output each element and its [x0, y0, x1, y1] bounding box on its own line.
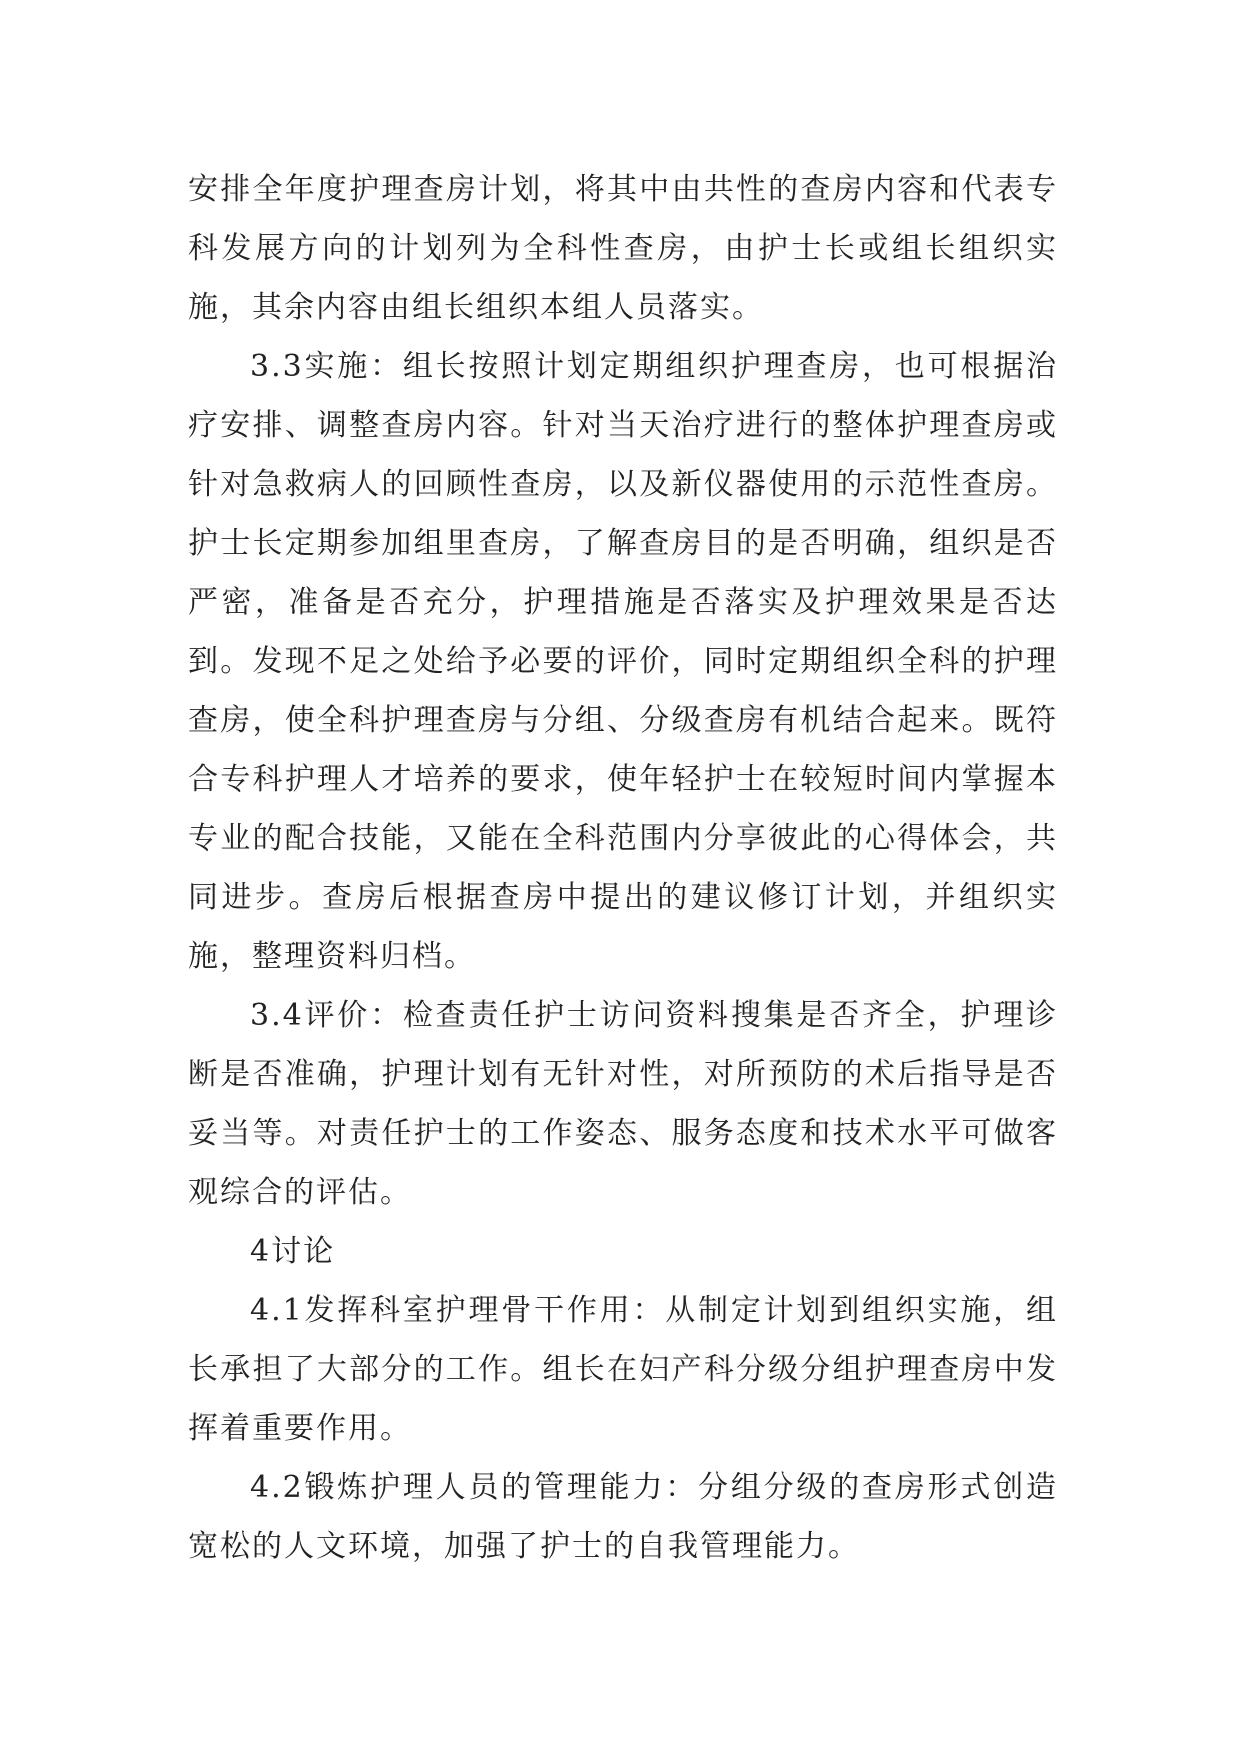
paragraph-4-2: 4.2锻炼护理人员的管理能力：分组分级的查房形式创造宽松的人文环境，加强了护士的自我管理能力。: [188, 1470, 1058, 1564]
paragraph-4-1: 4.1发挥科室护理骨干作用：从制定计划到组织实施，组长承担了大部分的工作。组长在妇产科分级分组护理查房中发挥着重要作用。: [188, 1293, 1058, 1446]
body-text: [188, 160, 1058, 1576]
paragraph-3-4-evaluation: 3.4评价：检查责任护士访问资料搜集是否齐全，护理诊断是否准确，护理计划有无针对性，对所预防的术后指导是否妥当等。对责任护士的工作姿态、服务态度和技术水平可做客观综合的评估。: [188, 998, 1058, 1210]
paragraph-3-3-implementation: 3.3实施：组长按照计划定期组织护理查房，也可根据治疗安排、调整查房内容。针对当天治疗进行的整体护理查房或针对急救病人的回顾性查房，以及新仪器使用的示范性查房。护士长定期参加组里查房，了解查房目的是否明确，组织是否严密，准备是否充分，护理措施是否落实及护理效果是否达到。发现不足之处给予必要的评价，同时定期组织全科的护理查房，使全科护理查房与分组、分级查房有机结合起来。既符合专科护理人才培养的要求，使年轻护士在较短时间内掌握本专业的配合技能，又能在全科范围内分享彼此的心得体会，共同进步。查房后根据查房中提出的建议修订计划，并组织实施，整理资料归档。: [188, 349, 1058, 974]
section-heading-4-discussion: 4讨论: [250, 1234, 336, 1269]
paragraph-continued: 安排全年度护理查房计划，将其中由共性的查房内容和代表专科发展方向的计划列为全科性查房，由护士长或组长组织实施，其余内容由组长组织本组人员落实。: [188, 172, 1058, 325]
